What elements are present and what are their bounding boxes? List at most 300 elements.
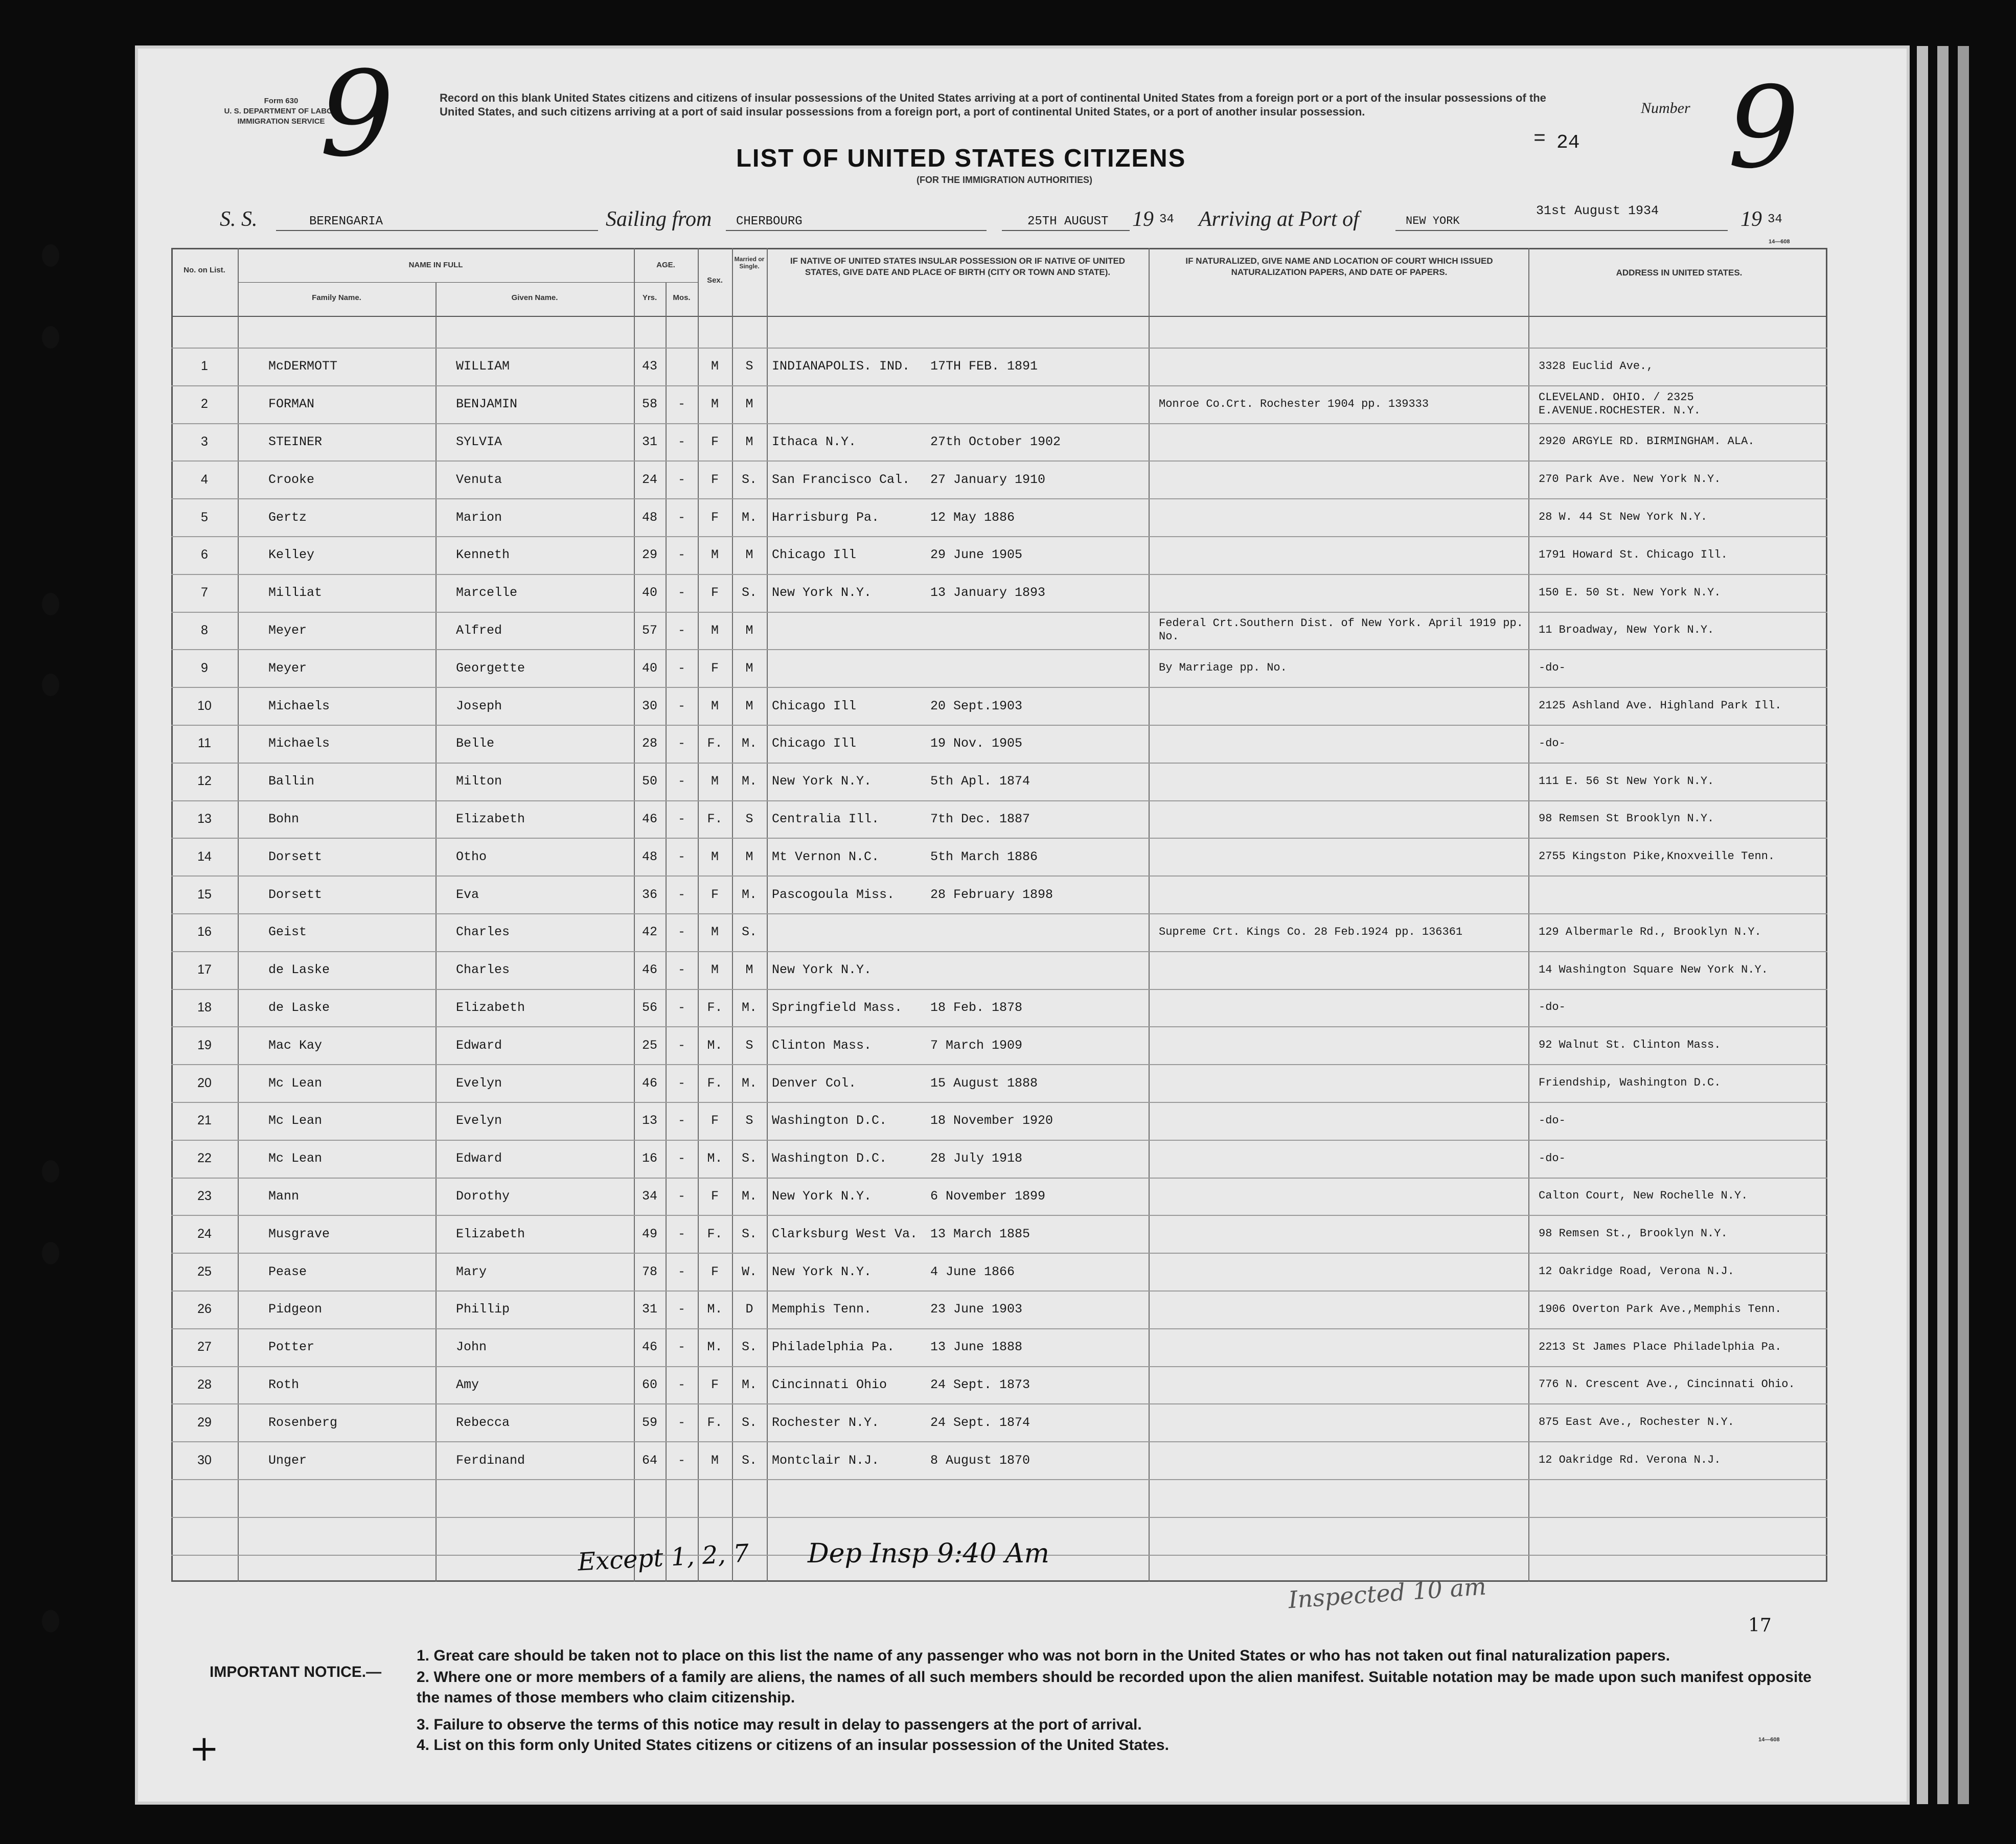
marital-status: W.	[741, 1264, 757, 1279]
birth-place	[767, 385, 925, 423]
age-years: 40	[642, 585, 657, 601]
age-months: -	[677, 1000, 685, 1015]
page-subtitle: (FOR THE IMMIGRATION AUTHORITIES)	[917, 175, 1092, 185]
given-name: Amy	[456, 1377, 479, 1392]
birth-place: Cincinnati Ohio	[772, 1377, 887, 1392]
table-row	[171, 1178, 1827, 1215]
row-number: 1	[201, 359, 208, 374]
naturalization	[1149, 951, 1528, 989]
birth-date: 23 June 1903	[930, 1302, 1023, 1317]
address: 875 East Ave., Rochester N.Y.	[1539, 1416, 1734, 1429]
address: -do-	[1539, 1001, 1566, 1014]
printer-code: 14—608	[1769, 239, 1790, 245]
address: Calton Court, New Rochelle N.Y.	[1539, 1189, 1748, 1203]
family-name: Ballin	[268, 774, 315, 789]
row-number: 30	[197, 1453, 212, 1467]
table-row	[171, 1140, 1827, 1178]
sex: M	[711, 925, 719, 940]
marital-status: M.	[741, 510, 757, 525]
col-header-name: NAME IN FULL	[408, 261, 463, 269]
given-name: BENJAMIN	[456, 397, 518, 412]
page-edge	[1958, 46, 1969, 1804]
marital-status: M.	[741, 1188, 757, 1204]
table-row	[171, 838, 1827, 875]
col-header-age: AGE.	[656, 261, 675, 269]
table-row	[171, 1403, 1827, 1441]
row-number: 24	[197, 1226, 212, 1241]
sex: F.	[707, 1415, 723, 1430]
col-header-family: Family Name.	[312, 293, 361, 302]
family-name: Meyer	[268, 660, 307, 676]
year-suffix: 34	[1159, 213, 1174, 226]
family-name: Unger	[268, 1453, 307, 1468]
address: 28 W. 44 St New York N.Y.	[1539, 511, 1708, 524]
age-months: -	[677, 1113, 685, 1128]
given-name: Dorothy	[456, 1188, 510, 1204]
notice-code: 14—608	[1758, 1737, 1780, 1743]
year-prefix-2: 19	[1740, 208, 1762, 231]
age-years: 34	[642, 1188, 657, 1204]
family-name: Michaels	[268, 698, 330, 713]
age-months: -	[677, 585, 685, 601]
table-row	[171, 649, 1827, 687]
marital-status: M	[745, 962, 753, 978]
birth-place: Pascogoula Miss.	[772, 887, 895, 902]
age-months: -	[677, 1226, 685, 1241]
marital-status: M	[745, 434, 753, 449]
sex: M	[711, 698, 719, 713]
marital-status: M.	[741, 1377, 757, 1392]
birth-date: 17TH FEB. 1891	[930, 359, 1038, 374]
birth-date: 7th Dec. 1887	[930, 811, 1030, 826]
row-number: 10	[197, 698, 212, 713]
naturalization	[1149, 687, 1528, 725]
address: 776 N. Crescent Ave., Cincinnati Ohio.	[1539, 1378, 1795, 1391]
age-years: 46	[642, 1075, 657, 1091]
birth-date: 4 June 1866	[930, 1264, 1015, 1279]
address: -do-	[1539, 1151, 1566, 1165]
birth-place: Clarksburg West Va.	[772, 1226, 918, 1241]
naturalization	[1149, 348, 1528, 385]
row-number: 12	[197, 774, 212, 789]
row-number: 11	[198, 736, 211, 751]
age-years: 46	[642, 1340, 657, 1355]
marital-status: S.	[741, 925, 757, 940]
marital-status: S.	[741, 472, 757, 487]
age-years: 50	[642, 774, 657, 789]
address: 2920 ARGYLE RD. BIRMINGHAM. ALA.	[1539, 435, 1755, 448]
sex: M	[711, 359, 719, 374]
age-months: -	[677, 1340, 685, 1355]
family-name: Dorsett	[268, 849, 323, 864]
given-name: Joseph	[456, 698, 502, 713]
given-name: Venuta	[456, 472, 502, 487]
birth-place: New York N.Y.	[772, 585, 872, 601]
birth-place: Ithaca N.Y.	[772, 434, 857, 449]
given-name: Belle	[456, 736, 495, 751]
birth-date: 7 March 1909	[930, 1038, 1023, 1053]
marital-status: M.	[741, 1075, 757, 1091]
given-name: Elizabeth	[456, 1000, 525, 1015]
family-name: Roth	[268, 1377, 300, 1392]
age-years: 59	[642, 1415, 657, 1430]
birth-date: 15 August 1888	[930, 1075, 1038, 1091]
address: 3328 Euclid Ave.,	[1539, 359, 1654, 373]
age-months: -	[677, 660, 685, 676]
row-rule	[171, 1479, 1827, 1480]
age-months: -	[677, 1302, 685, 1317]
address: 98 Remsen St., Brooklyn N.Y.	[1539, 1227, 1728, 1240]
family-name: Pidgeon	[268, 1302, 323, 1317]
table-row	[171, 1026, 1827, 1064]
birth-place: New York N.Y.	[772, 962, 872, 978]
birth-date: 13 March 1885	[930, 1226, 1030, 1241]
given-name: Charles	[456, 925, 510, 940]
family-name: FORMAN	[268, 397, 315, 412]
address: 14 Washington Square New York N.Y.	[1539, 963, 1768, 976]
naturalization: By Marriage pp. No.	[1159, 661, 1287, 675]
naturalization	[1149, 1290, 1528, 1328]
birth-date: 24 Sept. 1873	[930, 1377, 1030, 1392]
age-years: 16	[642, 1151, 657, 1166]
family-name: Dorsett	[268, 887, 323, 902]
date-rule	[1002, 230, 1130, 231]
table-row	[171, 725, 1827, 763]
family-name: de Laske	[268, 962, 330, 978]
birth-place: Denver Col.	[772, 1075, 857, 1091]
sex: F.	[707, 1075, 723, 1091]
year-suffix-2: 34	[1768, 213, 1782, 226]
row-number: 2	[201, 397, 208, 411]
notice-item-2: 2. Where one or more members of a family are aliens, the names of all such members should be recorded upon the alien manifest. Suitable notation may be made upon such manifest opposite the names of those members who claim citizenship.	[417, 1669, 1812, 1706]
family-name: Pease	[268, 1264, 307, 1279]
table-row	[171, 800, 1827, 838]
birth-place	[767, 649, 925, 687]
binder-hole	[42, 244, 59, 267]
binder-hole	[42, 1242, 59, 1264]
family-name: Kelley	[268, 547, 315, 563]
inspected-note: Inspected 10 am	[1287, 1572, 1487, 1614]
table-row	[171, 385, 1827, 423]
list-number: 24	[1556, 132, 1580, 154]
table-row	[171, 1328, 1827, 1366]
inspector-signature: Dep Insp 9:40 Am	[808, 1538, 1049, 1569]
sex: F	[711, 887, 719, 902]
marital-status: M	[745, 397, 753, 412]
family-name: McDERMOTT	[268, 359, 338, 374]
age-years: 24	[642, 472, 657, 487]
family-name: Musgrave	[268, 1226, 330, 1241]
given-name: Phillip	[456, 1302, 510, 1317]
address: 1791 Howard St. Chicago Ill.	[1539, 548, 1728, 561]
address: -do-	[1539, 1114, 1566, 1127]
row-number: 19	[197, 1038, 212, 1052]
binder-hole	[42, 674, 59, 696]
age-years: 49	[642, 1226, 657, 1241]
table-row	[171, 1102, 1827, 1140]
birth-date: 8 August 1870	[930, 1453, 1030, 1468]
family-name: Mc Lean	[268, 1113, 323, 1128]
sex: M.	[707, 1038, 723, 1053]
sailing-port: CHERBOURG	[736, 215, 803, 228]
birth-place	[767, 913, 925, 951]
birth-place: Chicago Ill	[772, 736, 857, 751]
birth-date: 19 Nov. 1905	[930, 736, 1023, 751]
page-count: 17	[1748, 1615, 1772, 1636]
sex: F.	[707, 736, 723, 751]
birth-place: Chicago Ill	[772, 547, 857, 563]
row-number: 23	[197, 1188, 212, 1203]
marital-status: S.	[741, 1226, 757, 1241]
table-row	[171, 875, 1827, 913]
naturalization	[1149, 763, 1528, 800]
address: 12 Oakridge Road, Verona N.J.	[1539, 1265, 1734, 1278]
binder-hole	[42, 326, 59, 349]
marital-status: S.	[741, 1340, 757, 1355]
given-name: Kenneth	[456, 547, 510, 563]
marital-status: M	[745, 623, 753, 638]
sex: F	[711, 1264, 719, 1279]
binder-hole	[42, 1610, 59, 1632]
age-months: -	[677, 1377, 685, 1392]
birth-date	[925, 385, 1149, 423]
table-row	[171, 763, 1827, 800]
age-months: -	[677, 547, 685, 563]
age-months: -	[677, 849, 685, 864]
arrival-port: NEW YORK	[1406, 215, 1460, 227]
naturalization	[1149, 800, 1528, 838]
notice-item-4: 4. List on this form only United States citizens or citizens of an insular possession of the United States.	[417, 1737, 1169, 1754]
marital-status: S	[745, 359, 753, 374]
family-name: de Laske	[268, 1000, 330, 1015]
birth-place: Montclair N.J.	[772, 1453, 880, 1468]
sex: M	[711, 962, 719, 978]
address: 2213 St James Place Philadelphia Pa.	[1539, 1340, 1782, 1353]
age-years: 30	[642, 698, 657, 713]
age-months: -	[677, 1415, 685, 1430]
sex: F.	[707, 1226, 723, 1241]
birth-place: New York N.Y.	[772, 774, 872, 789]
naturalization	[1149, 1441, 1528, 1479]
marital-status: M.	[741, 887, 757, 902]
birth-place: Philadelphia Pa.	[772, 1340, 895, 1355]
naturalization	[1149, 838, 1528, 875]
age-months: -	[677, 774, 685, 789]
row-number: 16	[197, 925, 212, 939]
row-number: 29	[197, 1415, 212, 1430]
col-header-naturalized: IF NATURALIZED, GIVE NAME AND LOCATION OF COURT WHICH ISSUED NATURALIZATION PAPERS, AND DATE OF PAPERS.	[1185, 256, 1493, 277]
notice-item-1: 1. Great care should be taken not to place on this list the name of any passenger who was not born in the United States or who has not taken out final naturalization papers.	[417, 1647, 1670, 1664]
family-name: Michaels	[268, 736, 330, 751]
birth-place: Memphis Tenn.	[772, 1302, 872, 1317]
age-years: 40	[642, 660, 657, 676]
birth-date: 5th Apl. 1874	[930, 774, 1030, 789]
given-name: Georgette	[456, 660, 525, 676]
birth-place: New York N.Y.	[772, 1188, 872, 1204]
arriving-label: Arriving at Port of	[1199, 208, 1359, 231]
birth-place: Chicago Ill	[772, 698, 857, 713]
sex: M	[711, 623, 719, 638]
sex: M	[711, 397, 719, 412]
address	[1528, 875, 1827, 913]
address: 12 Oakridge Rd. Verona N.J.	[1539, 1454, 1721, 1466]
row-number: 7	[201, 585, 208, 600]
row-number: 25	[197, 1264, 212, 1279]
row-number: 17	[197, 962, 212, 977]
handwritten-except-note: Except 1, 2, 7	[577, 1539, 750, 1577]
age-months: -	[677, 925, 685, 940]
sex: F	[711, 660, 719, 676]
age-years: 31	[642, 434, 657, 449]
age-months: -	[677, 1151, 685, 1166]
table-row	[171, 913, 1827, 951]
address: 129 Albermarle Rd., Brooklyn N.Y.	[1539, 925, 1761, 938]
name-header-rule	[238, 282, 693, 283]
birth-place: San Francisco Cal.	[772, 472, 910, 487]
col-header-birth: IF NATIVE OF UNITED STATES INSULAR POSSESSION OR IF NATIVE OF UNITED STATES, GIVE DATE AND PLACE OF BIRTH (CITY OR TOWN AND STATE).	[790, 256, 1126, 277]
naturalization: Monroe Co.Crt. Rochester 1904 pp. 139333	[1159, 397, 1429, 410]
table-row	[171, 612, 1827, 650]
age-years: 42	[642, 925, 657, 940]
birth-place: New York N.Y.	[772, 1264, 872, 1279]
address: CLEVELAND. OHIO. / 2325 E.AVENUE.ROCHESTER. N.Y.	[1539, 390, 1701, 417]
naturalization	[1149, 1140, 1528, 1178]
row-number: 5	[201, 510, 208, 524]
given-name: Edward	[456, 1151, 502, 1166]
age-months: -	[677, 623, 685, 638]
age-months: -	[677, 887, 685, 902]
row-number: 28	[197, 1377, 212, 1392]
naturalization: Federal Crt.Southern Dist. of New York. April 1919 pp. No.	[1159, 617, 1523, 643]
family-name: Meyer	[268, 623, 307, 638]
marital-status: S.	[741, 1453, 757, 1468]
age-months: -	[677, 1453, 685, 1468]
table-row	[171, 951, 1827, 989]
row-number: 26	[197, 1302, 212, 1317]
address: -do-	[1539, 661, 1566, 675]
col-header-address: ADDRESS IN UNITED STATES.	[1616, 268, 1743, 278]
table-row	[171, 989, 1827, 1027]
given-name: Rebecca	[456, 1415, 510, 1430]
table-row	[171, 1253, 1827, 1290]
given-name: Evelyn	[456, 1075, 502, 1091]
row-number: 14	[197, 849, 212, 864]
marital-status: M.	[741, 736, 757, 751]
marital-status: S	[745, 811, 753, 826]
table-row	[171, 536, 1827, 574]
header-bottom-rule	[171, 316, 1827, 317]
marital-status: S.	[741, 1151, 757, 1166]
row-number: 18	[197, 1000, 212, 1015]
col-header-no: No. on List.	[184, 266, 225, 274]
row-number: 20	[197, 1075, 212, 1090]
sex: F	[711, 434, 719, 449]
marital-status: M	[745, 698, 753, 713]
given-name: SYLVIA	[456, 434, 502, 449]
ship-rule	[276, 230, 598, 231]
family-name: Potter	[268, 1340, 315, 1355]
age-years: 48	[642, 849, 657, 864]
age-years: 60	[642, 1377, 657, 1392]
given-name: Elizabeth	[456, 1226, 525, 1241]
birth-place: Harrisburg Pa.	[772, 510, 880, 525]
row-number: 4	[201, 472, 208, 487]
age-months: -	[677, 962, 685, 978]
table-row	[171, 1441, 1827, 1479]
sex: M	[711, 774, 719, 789]
address: 11 Broadway, New York N.Y.	[1539, 624, 1714, 637]
naturalization	[1149, 460, 1528, 498]
age-years: 56	[642, 1000, 657, 1015]
birth-date: 24 Sept. 1874	[930, 1415, 1030, 1430]
birth-place: Washington D.C.	[772, 1113, 887, 1128]
birth-date: 13 January 1893	[930, 585, 1046, 601]
naturalization	[1149, 989, 1528, 1027]
birth-date: 18 November 1920	[930, 1113, 1053, 1128]
col-header-yrs: Yrs.	[642, 293, 657, 302]
age-months: -	[677, 510, 685, 525]
birth-date	[925, 612, 1149, 650]
birth-date	[925, 951, 1149, 989]
age-years: 13	[642, 1113, 657, 1128]
marital-status: M.	[741, 1000, 757, 1015]
family-name: STEINER	[268, 434, 323, 449]
sex: F.	[707, 811, 723, 826]
given-name: WILLIAM	[456, 359, 510, 374]
naturalization: Supreme Crt. Kings Co. 28 Feb.1924 pp. 136361	[1159, 925, 1463, 938]
birth-place: Clinton Mass.	[772, 1038, 872, 1053]
arrival-rule	[1395, 230, 1728, 231]
row-number: 3	[201, 434, 208, 449]
marital-status: M	[745, 660, 753, 676]
page-edge	[1937, 46, 1949, 1804]
marital-status: D	[745, 1302, 753, 1317]
given-name: Evelyn	[456, 1113, 502, 1128]
arrival-date: 31st August 1934	[1536, 203, 1659, 218]
birth-date: 6 November 1899	[930, 1188, 1046, 1204]
age-months: -	[677, 472, 685, 487]
sailing-date: 25TH AUGUST	[1027, 215, 1109, 228]
birth-date: 28 July 1918	[930, 1151, 1023, 1166]
birth-place: Mt Vernon N.C.	[772, 849, 880, 864]
address: 2125 Ashland Ave. Highland Park Ill.	[1539, 699, 1782, 712]
family-name: Mann	[268, 1188, 300, 1204]
birth-place: Springfield Mass.	[772, 1000, 903, 1015]
age-years: 48	[642, 510, 657, 525]
given-name: Mary	[456, 1264, 487, 1279]
age-months: -	[677, 1264, 685, 1279]
birth-place: Centralia Ill.	[772, 811, 880, 826]
marital-status: S.	[741, 1415, 757, 1430]
address: -do-	[1539, 736, 1566, 750]
given-name: Milton	[456, 774, 502, 789]
table-row	[171, 1366, 1827, 1404]
number-label: Number	[1641, 100, 1690, 117]
age-months: -	[677, 736, 685, 751]
age-years: 43	[642, 359, 657, 374]
family-name: Gertz	[268, 510, 307, 525]
table-row	[171, 348, 1827, 385]
birth-place: INDIANAPOLIS. IND.	[772, 359, 910, 374]
given-name: Charles	[456, 962, 510, 978]
given-name: Marion	[456, 510, 502, 525]
address: 2755 Kingston Pike,Knoxveille Tenn.	[1539, 850, 1775, 863]
family-name: Mc Lean	[268, 1075, 323, 1091]
page-title: LIST OF UNITED STATES CITIZENS	[736, 145, 1186, 172]
sex: F	[711, 1377, 719, 1392]
table-row	[171, 1215, 1827, 1253]
age-months: -	[677, 1038, 685, 1053]
